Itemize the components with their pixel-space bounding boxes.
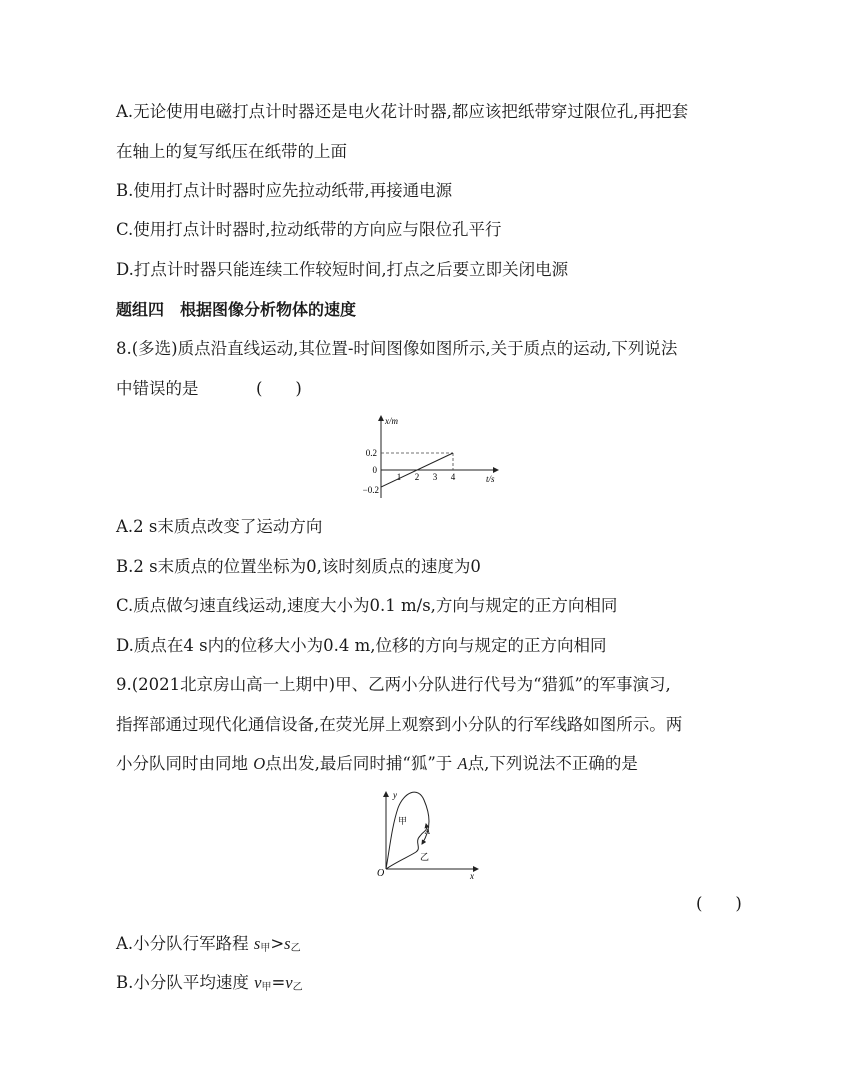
q7-option-a-line2: 在轴上的复写纸压在纸带的上面	[116, 142, 347, 161]
q8-position-time-graph	[350, 410, 510, 502]
y-tick-neg0.2: −0.2	[362, 485, 379, 495]
x-tick-2: 2	[414, 472, 420, 482]
q7-option-a-line1: A.无论使用电磁打点计时器还是电火花计时器,都应该把纸带穿过限位孔,再把套	[116, 102, 689, 121]
q7-option-b: B.使用打点计时器时应先拉动纸带,再接通电源	[116, 181, 453, 200]
q8-option-b: B.2 s末质点的位置坐标为0,该时刻质点的速度为0	[116, 557, 481, 576]
y-tick-0.2: 0.2	[365, 448, 377, 458]
q7-option-c: C.使用打点计时器时,拉动纸带的方向应与限位孔平行	[116, 220, 502, 239]
x-tick-4: 4	[450, 472, 456, 482]
point-a-label: A	[425, 827, 430, 836]
label-yi: 乙	[420, 852, 430, 862]
section-heading: 题组四 根据图像分析物体的速度	[116, 300, 357, 319]
q8-answer-paren: ( )	[256, 379, 302, 398]
q9-stem-line1: 9.(2021北京房山高一上期中)甲、乙两小分队进行代号为“猎狐”的军事演习,	[116, 675, 671, 694]
x-axis-label: t/s	[486, 474, 495, 484]
q9-answer-paren: ( )	[696, 894, 742, 913]
y-axis-label: y	[393, 790, 397, 800]
q8-option-d: D.质点在4 s内的位移大小为0.4 m,位移的方向与规定的正方向相同	[116, 636, 607, 655]
y-axis-label: x/m	[385, 416, 398, 426]
q8-stem-line1: 8.(多选)质点沿直线运动,其位置-时间图像如图所示,关于质点的运动,下列说法	[116, 339, 678, 358]
x-tick-3: 3	[432, 472, 438, 482]
y-tick-0: 0	[372, 465, 377, 475]
q9-option-b: B.小分队平均速度 $v_甲=v_乙$	[116, 973, 303, 993]
q8-option-c: C.质点做匀速直线运动,速度大小为0.1 m/s,方向与规定的正方向相同	[116, 596, 618, 615]
origin-label: O	[377, 868, 385, 879]
q7-option-d: D.打点计时器只能连续工作较短时间,打点之后要立即关闭电源	[116, 260, 569, 279]
q9-stem-line3: 小分队同时由同地 O点出发,最后同时捕“狐”于 A点,下列说法不正确的是	[116, 754, 638, 773]
q9-stem-line2: 指挥部通过现代化通信设备,在荧光屏上观察到小分队的行军线路如图所示。两	[116, 715, 683, 734]
label-jia: 甲	[398, 816, 408, 826]
x-tick-1: 1	[396, 472, 402, 482]
q9-route-figure	[370, 786, 490, 882]
x-axis-label: x	[470, 871, 474, 881]
q8-option-a: A.2 s末质点改变了运动方向	[116, 517, 323, 536]
q9-option-a: A.小分队行军路程 $s_甲>s_乙$	[116, 934, 301, 954]
q8-stem-line2: 中错误的是	[116, 379, 199, 398]
